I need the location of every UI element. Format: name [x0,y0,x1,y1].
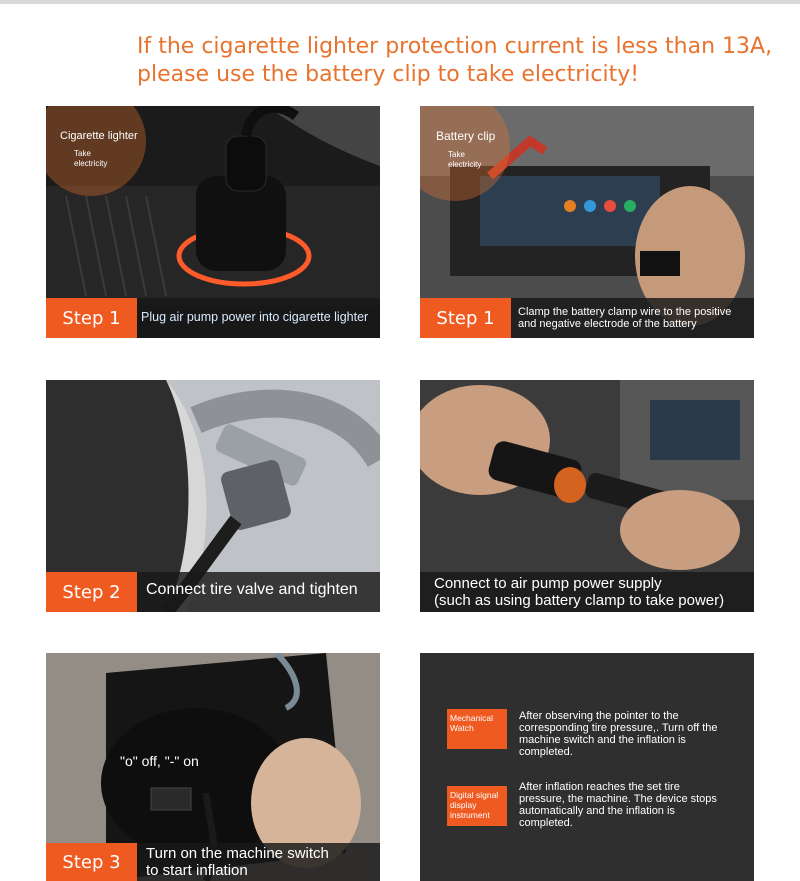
step-caption-line-1: Turn on the machine switch [146,845,329,862]
step-badge: Step 3 [46,843,137,881]
caption-bar [46,572,380,612]
page-headline [137,33,777,89]
panel-battery-clip [420,106,754,338]
badge-digital-display: Digital signal display instrument [447,786,507,826]
tag-sub-1: Take [74,149,91,158]
step-badge: Step 2 [46,572,137,612]
switch-legend-text: "o" off, "-" on [120,753,199,769]
step-caption-line-2: (such as using battery clamp to take power) [434,592,725,609]
step-badge: Step 1 [46,298,137,338]
caption-bar [420,572,754,612]
tag-sub-1: Take [448,150,465,159]
top-divider [0,0,800,4]
panel-gauge-info [420,653,754,881]
caption-bar [420,298,754,338]
step-caption-line-1: Connect to air pump power supply [434,575,662,592]
step-caption-line-2: and negative electrode of the battery [518,318,697,330]
panel-power-switch [46,653,380,881]
tag-sub-2: electricity [448,160,482,169]
badge-mechanical-watch: Mechanical Watch [447,709,507,749]
step-caption: Plug air pump power into cigarette lighter [141,310,369,324]
panel-tire-valve [46,380,380,612]
panel-cigarette-lighter [46,106,380,338]
tag-title: Cigarette lighter [60,130,138,142]
caption-bar [46,298,380,338]
step-caption: Connect tire valve and tighten [146,581,358,598]
step-caption-line-1: Clamp the battery clamp wire to the positive [518,306,732,318]
tag-sub-2: electricity [74,159,108,168]
step-caption-line-2: to start inflation [146,862,248,879]
step-badge: Step 1 [420,298,511,338]
tag-title: Battery clip [436,129,496,143]
headline-line-2: please use the battery clip to take electricity! [137,62,640,87]
caption-bar [46,843,380,881]
headline-line-1: If the cigarette lighter protection current is less than 13A, [137,34,773,59]
info-text-mechanical: After observing the pointer to the corresponding tire pressure,. Turn off the machine switch and the inflation is completed. [519,710,718,758]
info-text-digital: After inflation reaches the set tire pressure, the machine. The device stops automatically and the inflation is completed. [519,781,717,829]
panel-connect-power [420,380,754,612]
